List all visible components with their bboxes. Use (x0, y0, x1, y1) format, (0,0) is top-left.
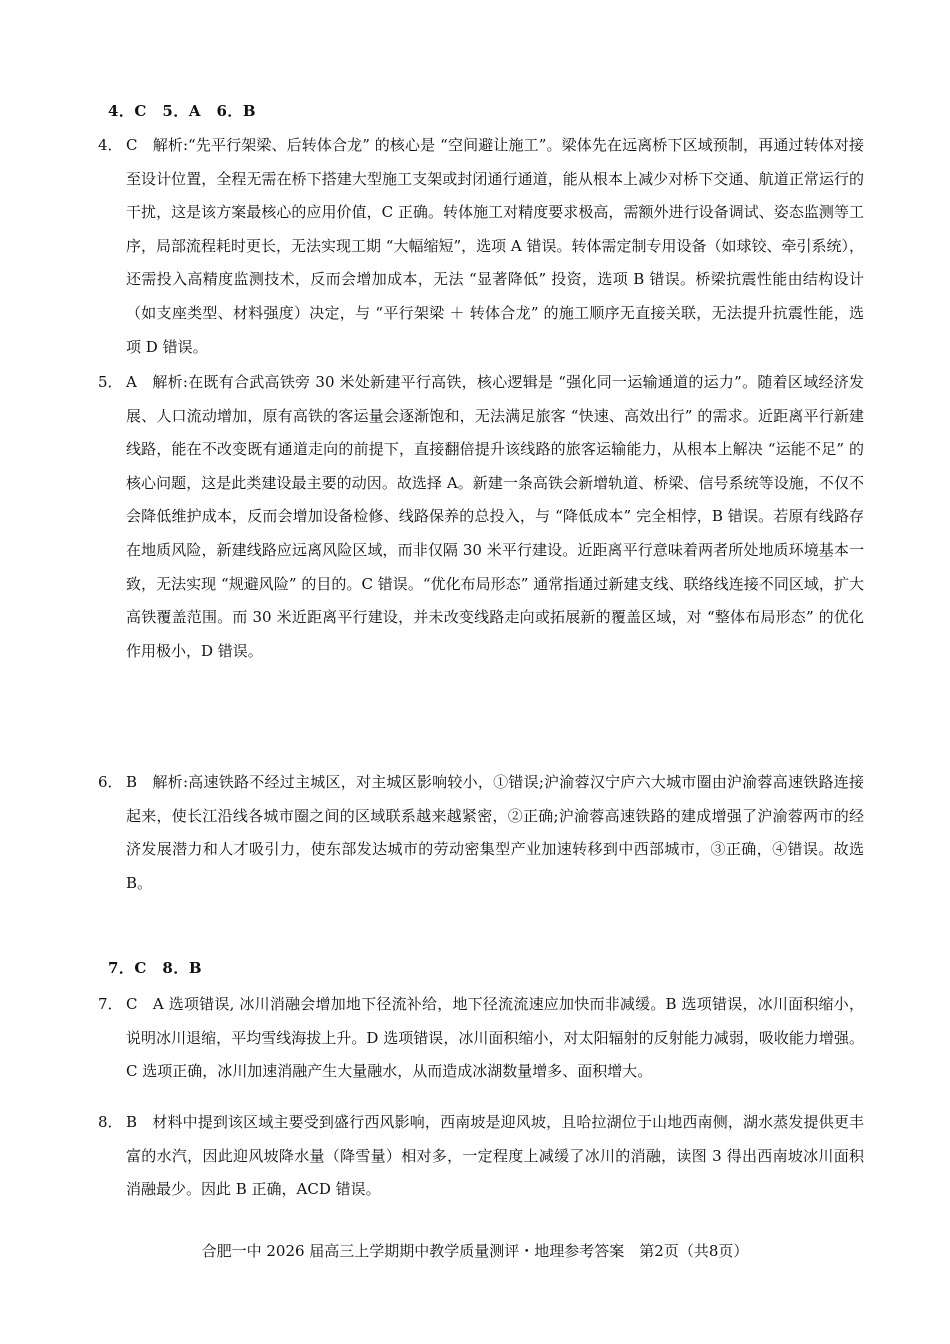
item-explanation: C A 选项错误, 冰川消融会增加地下径流补给，地下径流流速应加快而非减缓。B 选项错误，冰川面积缩小，说明冰川退缩，平均雪线海拔上升。D 选项错误，冰川面积缩小，对太阳辐射的反射能力减弱，吸收能力增强。C 选项正确，冰川加速消融产生大量融水，从而造成冰湖数量增多、面积增大。 (126, 995, 864, 1081)
item-number: 7． (98, 995, 123, 1013)
answer-heading-7-8: 7．C 8．B (108, 959, 202, 977)
answer-item-6 (98, 766, 864, 900)
item-explanation: C 解析:“先平行架梁、后转体合龙” 的核心是 “空间避让施工”。梁体先在远离桥下区域预制，再通过转体对接至设计位置，全程无需在桥下搭建大型施工支架或封闭通行通道，能从根本上减少对桥下交通、航道正常运行的干扰，这是该方案最核心的应用价值，C 正确。转体施工对精度要求极高，需额外进行设备调试、姿态监测等工序，局部流程耗时更长，无法实现工期 “大幅缩短”，选项 A 错误。转体需定制专用设备（如球铰、牵引系统），还需投入高精度监测技术，反而会增加成本，无法 “显著降低” 投资，选项 B 错误。桥梁抗震性能由结构设计（如支座类型、材料强度）决定，与 “平行架梁 ＋ 转体合龙” 的施工顺序无直接关联，无法提升抗震性能，选项 D 错误。 (126, 136, 864, 356)
item-number: 6． (98, 773, 123, 791)
item-explanation: B 材料中提到该区域主要受到盛行西风影响，西南坡是迎风坡，且哈拉湖位于山地西南侧，湖水蒸发提供更丰富的水汽，因此迎风坡降水量（降雪量）相对多，一定程度上减缓了冰川的消融，读图 3 得出西南坡冰川面积消融最少。因此 B 正确，ACD 错误。 (126, 1113, 864, 1199)
item-explanation: A 解析:在既有合武高铁旁 30 米处新建平行高铁，核心逻辑是 “强化同一运输通道的运力”。随着区域经济发展、人口流动增加，原有高铁的客运量会逐渐饱和，无法满足旅客 “快速、高效出行” 的需求。近距离平行新建线路，能在不改变既有通道走向的前提下，直接翻倍提升该线路的旅客运输能力，从根本上解决 “运能不足” 的核心问题，这是此类建设最主要的动因。故选择 A。新建一条高铁会新增轨道、桥梁、信号系统等设施，不仅不会降低维护成本，反而会增加设备检修、线路保养的总投入，与 “降低成本” 完全相悖，B 错误。若原有线路存在地质风险，新建线路应远离风险区域，而非仅隔 30 米平行建设。近距离平行意味着两者所处地质环境基本一致，无法实现 “规避风险” 的目的。C 错误。“优化布局形态” 通常指通过新建支线、联络线连接不同区域，扩大高铁覆盖范围。而 30 米近距离平行建设，并未改变线路走向或拓展新的覆盖区域，对 “整体布局形态” 的优化作用极小，D 错误。 (126, 373, 864, 660)
answer-item-7 (98, 988, 864, 1089)
answer-item-5 (98, 366, 864, 668)
item-number: 5． (98, 373, 123, 391)
item-explanation: B 解析:高速铁路不经过主城区，对主城区影响较小，①错误;沪渝蓉汉宁庐六大城市圈由沪渝蓉高速铁路连接起来，使长江沿线各城市圈之间的区域联系越来越紧密，②正确;沪渝蓉高速铁路的建成增强了沪渝蓉两市的经济发展潜力和人才吸引力，使东部发达城市的劳动密集型产业加速转移到中西部城市，③正确，④错误。故选 B。 (126, 773, 864, 892)
item-number: 8． (98, 1113, 123, 1131)
answer-heading-4-6: 4．C 5．A 6．B (108, 102, 257, 120)
page-footer: 合肥一中 2026 届高三上学期期中教学质量测评・地理参考答案 第2页（共8页） (201, 1242, 749, 1260)
answer-item-8 (98, 1106, 864, 1207)
item-number: 4． (98, 136, 123, 154)
answer-item-4 (98, 129, 864, 364)
